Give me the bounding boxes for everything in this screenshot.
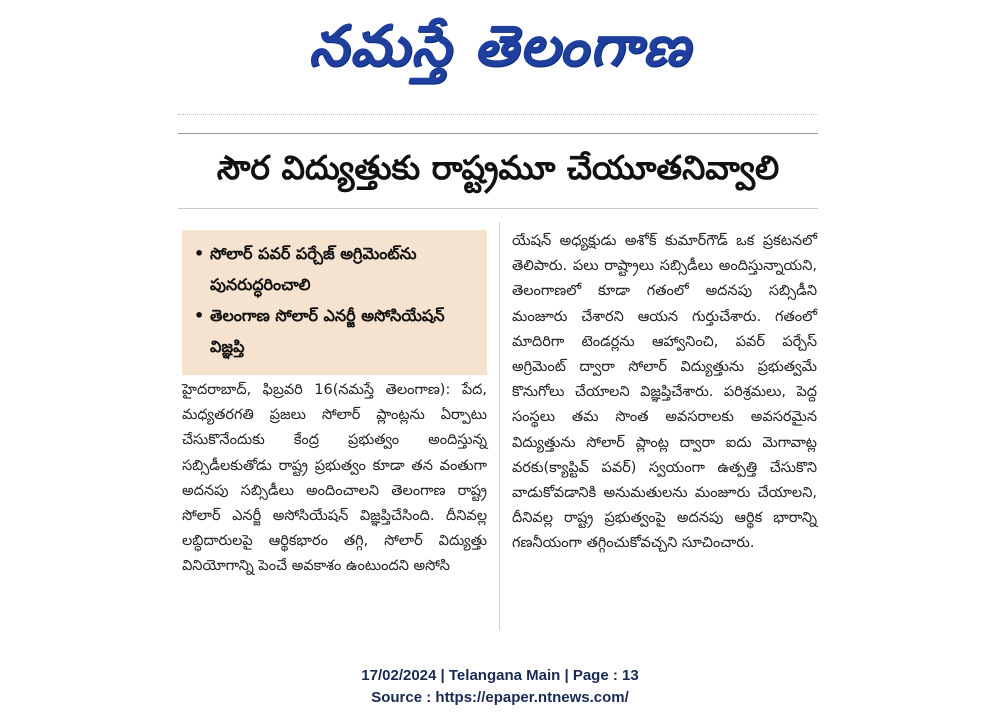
- headline-divider: [178, 208, 818, 209]
- masthead-logo: నమస్తే తెలంగాణ: [308, 14, 692, 79]
- bullet-icon: •: [194, 306, 205, 325]
- column-divider: [499, 222, 500, 630]
- highlight-item: [194, 300, 479, 362]
- highlight-item: [194, 238, 479, 300]
- footer-date-edition: 17/02/2024 | Telangana Main | Page : 13: [361, 667, 639, 684]
- highlight-text: సోలార్ పవర్ పర్చేజ్ అగ్రిమెంట్‌ను పునరుద్ధరించాలి: [210, 244, 417, 294]
- bullet-icon: •: [194, 244, 205, 263]
- highlight-text: తెలంగాణ సోలార్ ఎనర్జీ అసోసియేషన్ విజ్ఞప్తి: [210, 306, 445, 356]
- top-divider: [178, 133, 818, 134]
- footer-source: Source : https://epaper.ntnews.com/: [371, 689, 629, 706]
- highlights-box: [182, 230, 487, 375]
- article-body-right-column: యేషన్ అధ్యక్షుడు అశోక్ కుమార్‌గౌడ్ ఒక ప్రకటనలో తెలిపారు. పలు రాష్ట్రాలు సబ్సిడీలు అందిస్తున్నాయని, తెలంగాణలో కూడా గతంలో అదనపు సబ్సిడీని మంజూరు చేశారని ఆయన గుర్తుచేశారు. గతంలో మాదిరిగా టెండర్లను ఆహ్వానించి, పవర్ పర్చేస్ అగ్రిమెంట్ ద్వారా సోలార్ విద్యుత్తును ప్రభుత్వమే కొనుగోలు చేయాలని విజ్ఞప్తిచేశారు. పరిశ్రమలు, పెద్ద సంస్థలు తమ సొంత అవసరాలకు అవసరమైన విద్యుత్తును సోలార్ ప్లాంట్ల ద్వారా ఐదు మెగావాట్ల వరకు(క్యాప్టివ్ పవర్) స్వయంగా ఉత్పత్తి చేసుకొని వాడుకోవడానికి అనుమతులను మంజూరు చేయాలని, దీనివల్ల రాష్ట్ర ప్రభుత్వంపై అదనపు ఆర్థిక భారాన్ని గణనీయంగా తగ్గించుకోవచ్చని సూచించారు.: [512, 233, 817, 552]
- article-headline: సౌర విద్యుత్తుకు రాష్ట్రమూ చేయూతనివ్వాలి: [216, 148, 780, 187]
- article-body-left-column: హైదరాబాద్, ఫిబ్రవరి 16(నమస్తే తెలంగాణ): పేద, మధ్యతరగతి ప్రజలు సోలార్ ప్లాంట్లను ఏర్పాటు చేసుకొనేందుకు కేంద్ర ప్రభుత్వం అందిస్తున్న సబ్సిడీలకుతోడు రాష్ట్ర ప్రభుత్వం కూడా తన వంతుగా అదనపు సబ్సిడీలు అందించాలని తెలంగాణ రాష్ట్ర సోలార్ ఎనర్జీ అసోసియేషన్ విజ్ఞప్తిచేసింది. దీనివల్ల లబ్ధిదారులపై ఆర్థికభారం తగ్గి, సోలార్ విద్యుత్తు వినియోగాన్ని పెంచే అవకాశం ఉంటుందని అసోసి: [182, 382, 487, 575]
- clipped-text-strip: [178, 104, 818, 115]
